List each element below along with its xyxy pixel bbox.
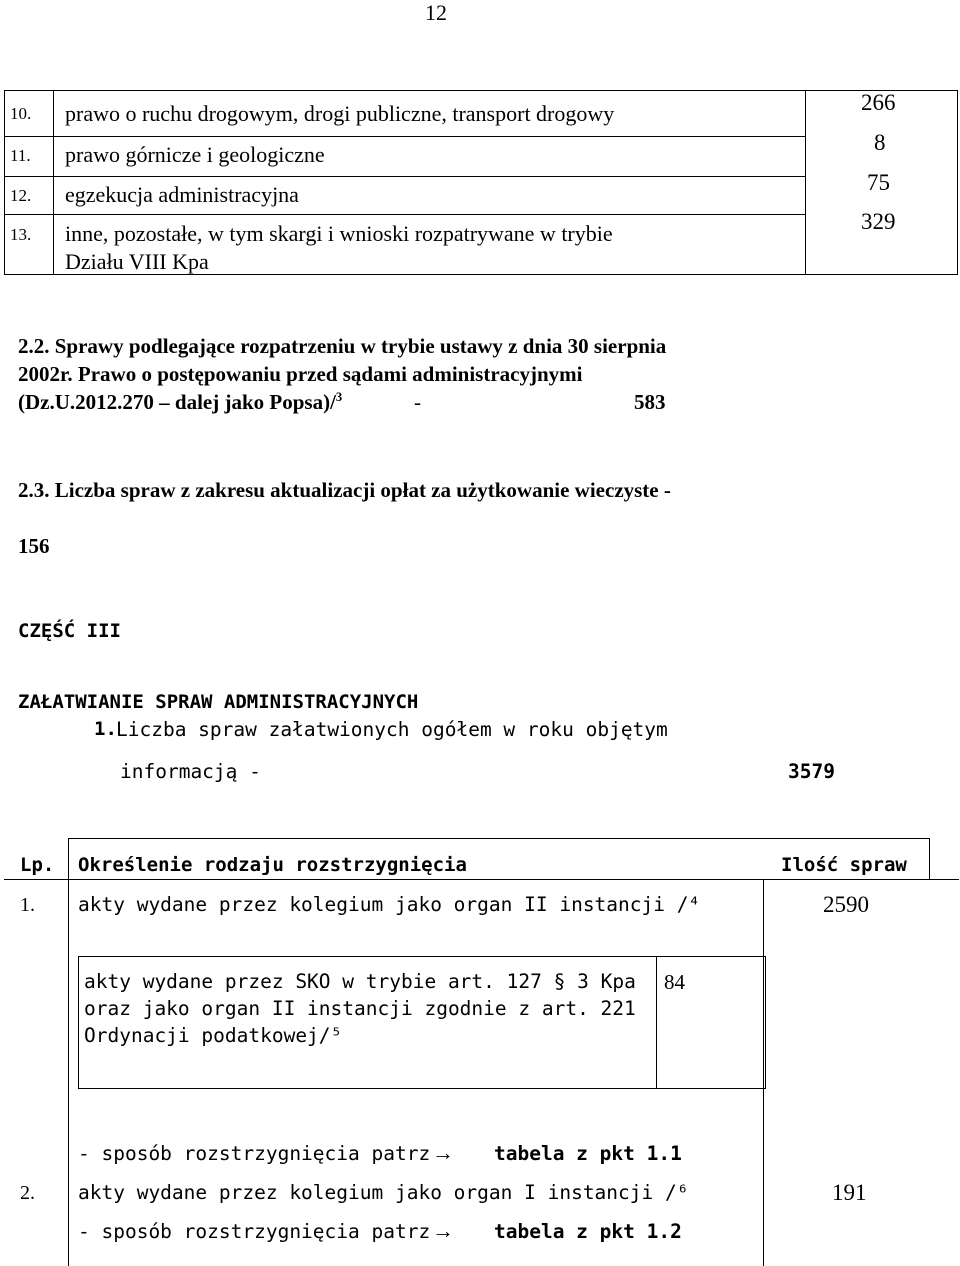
table-row-value: 266: [861, 90, 896, 115]
inner-line3: Ordynacji podatkowej/⁵: [84, 1024, 343, 1047]
header-quantity: Ilość spraw: [781, 854, 907, 876]
row-value: 2590: [823, 892, 869, 917]
row-description: akty wydane przez kolegium jako organ II instancji /⁴: [78, 893, 701, 916]
table-row-value: 75: [867, 170, 890, 195]
reference-text: - sposób rozstrzygnięcia patrz: [78, 1142, 431, 1165]
table-row-label: prawo o ruchu drogowym, drogi publiczne, transport drogowy: [65, 101, 615, 126]
reference-target: tabela z pkt 1.1: [494, 1142, 682, 1165]
table-row-num: 12.: [10, 186, 32, 205]
row-value: 191: [832, 1180, 867, 1205]
table-row-label: prawo górnicze i geologiczne: [65, 142, 325, 167]
arrow-right-icon: →: [432, 1140, 454, 1165]
section-2-3-value: 156: [18, 534, 50, 558]
section-2-2-line2: 2002r. Prawo o postępowaniu przed sądami administracyjnymi: [18, 362, 583, 386]
footnote-ref: 3: [335, 390, 343, 404]
table-row-num: 13.: [10, 225, 32, 244]
item-value: 3579: [788, 760, 835, 783]
table-row-label: Działu VIII Kpa: [65, 249, 209, 274]
table-row-value: 8: [874, 130, 886, 155]
section-2-3-line1: 2.3. Liczba spraw z zakresu aktualizacji opłat za użytkowanie wieczyste -: [18, 478, 671, 502]
section-2-2-line1: 2.2. Sprawy podlegające rozpatrzeniu w trybie ustawy z dnia 30 sierpnia: [18, 334, 667, 358]
page-number: 12: [425, 0, 447, 25]
inner-value: 84: [664, 970, 685, 994]
section-2-2-value: 583: [634, 390, 666, 414]
inner-line1: akty wydane przez SKO w trybie art. 127 § 3 Kpa: [84, 970, 636, 993]
table-row-value: 329: [861, 209, 896, 234]
section-sign-icon: §: [553, 970, 566, 993]
reference-target: tabela z pkt 1.2: [494, 1220, 682, 1243]
row-description: akty wydane przez kolegium jako organ I instancji /⁶: [78, 1181, 689, 1204]
item-line1: Liczba spraw załatwionych ogółem w roku objętym: [116, 718, 668, 741]
row-lp: 1.: [20, 894, 35, 916]
item-number: 1.: [94, 718, 117, 740]
row-lp: 2.: [20, 1182, 35, 1204]
header-description: Określenie rodzaju rozstrzygnięcia: [78, 854, 467, 876]
section-2-2-line3: (Dz.U.2012.270 – dalej jako Popsa)/$^3$: [18, 390, 343, 414]
table-row-label: egzekucja administracyjna: [65, 182, 299, 207]
table-row-num: 10.: [10, 104, 32, 123]
section-2-2-dash: -: [414, 390, 421, 414]
arrow-right-icon: →: [432, 1218, 454, 1243]
part-title: CZĘŚĆ III: [18, 620, 121, 642]
item-line2: informacją -: [120, 760, 261, 783]
table-row-num: 11.: [10, 146, 31, 165]
part-subtitle: ZAŁATWIANIE SPRAW ADMINISTRACYJNYCH: [18, 691, 419, 713]
inner-line2: oraz jako organ II instancji zgodnie z art. 221: [84, 997, 636, 1020]
reference-text: - sposób rozstrzygnięcia patrz: [78, 1220, 431, 1243]
header-lp: Lp.: [20, 854, 55, 876]
table-row-label: inne, pozostałe, w tym skargi i wnioski rozpatrywane w trybie: [65, 221, 613, 246]
